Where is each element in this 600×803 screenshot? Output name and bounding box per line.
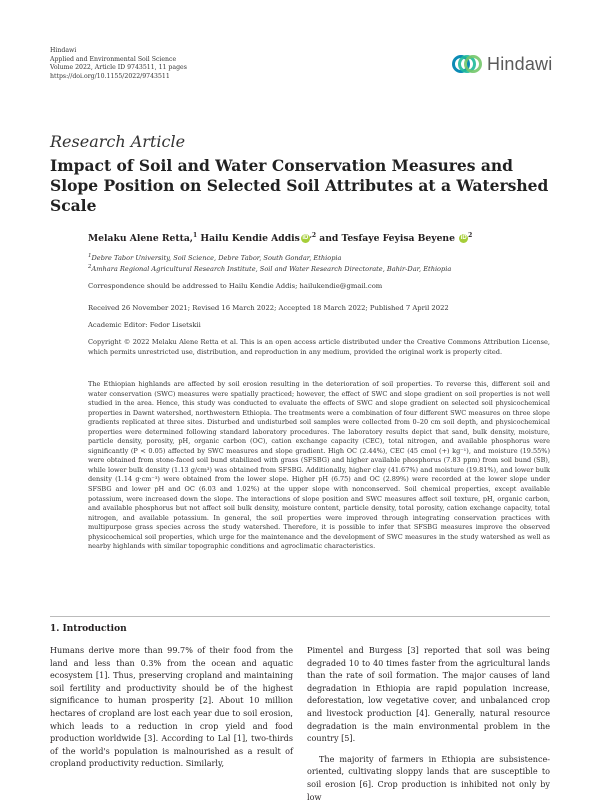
intro-paragraph-2: Pimentel and Burgess [3] reported that soil was being degraded 10 to 40 times faster from the agricultural lands than the rate of soil formation. The major causes of land degradation in Ethiopia are rapid population increase, deforestation, low vegetative cover, and unbalanced crop and livestock production [4]. Generally, natural resource degradation is the main environmental problem in the country [5].	[307, 645, 550, 744]
doi-link[interactable]: https://doi.org/10.1155/2022/9743511	[50, 72, 170, 80]
volume-info: Volume 2022, Article ID 9743511, 11 pages	[50, 64, 187, 71]
journal-info	[50, 47, 187, 81]
author-3-name: and Tesfaye Feyisa Beyene	[319, 233, 455, 245]
author-3-sup: 2	[468, 232, 473, 239]
intro-paragraph-3: The majority of farmers in Ethiopia are subsistence-oriented, cultivating sloppy lands that are susceptible to soil erosion [6]. Crop production is inhibited not only by low	[307, 753, 550, 802]
correspondence: Correspondence should be addressed to Hailu Kendie Addis; hailukendie@gmail.com	[88, 282, 383, 290]
intro-paragraph-1: Humans derive more than 99.7% of their food from the land and less than 0.3% from the ocean and aquatic ecosystem [1]. Thus, preserving cropland and maintaining soil fertility and productivity should be of the highest significance to human prosperity [2]. About 10 million hectares of cropland are lost each year due to soil erosion, which leads to a reduction in crop yield and food production worldwide [3]. According to Lal [1], two-thirds of the world's population is malnourished as a result of cropland productivity reduction. Similarly,	[50, 645, 293, 769]
academic-editor: Academic Editor: Fedor Lisetskii	[88, 321, 201, 329]
article-type: Research Article	[50, 132, 186, 151]
copyright-notice: Copyright © 2022 Melaku Alene Retta et al. This is an open access article distributed under the Creative Commons Attribution License, which permits unrestricted use, distribution, and reproduction in any medium, provided the original work is properly cited.	[88, 338, 550, 356]
author-2-name: Hailu Kendie Addis	[200, 233, 300, 245]
body-column-right	[307, 644, 550, 803]
orcid-icon[interactable]: iD	[460, 235, 467, 242]
orcid-icon[interactable]: iD	[302, 235, 309, 242]
logo-wordmark: Hindawi	[487, 53, 553, 74]
affiliation-2: $^2$Amhara Regional Agricultural Research Institute, Soil and Water Research Directorate, Bahir-Dar, Ethiopia	[88, 264, 452, 274]
author-2-sup: ,2	[309, 232, 317, 239]
section-heading: 1. Introduction	[50, 624, 127, 634]
author-1-name: Melaku Alene Retta,	[88, 233, 194, 245]
article-title: Impact of Soil and Water Conservation Measures and Slope Position on Selected Soil Attributes at a Watershed Scale	[50, 156, 549, 215]
author-list	[88, 232, 472, 244]
publication-dates: Received 26 November 2021; Revised 16 March 2022; Accepted 18 March 2022; Published 7 April 2022	[88, 304, 449, 312]
abstract: The Ethiopian highlands are affected by soil erosion resulting in the deterioration of soil properties. To reverse this, different soil and water conservation (SWC) measures were spatially practiced; however, the effect of SWC and slope gradient on soil properties is not well studied in the area. Hence, this study was conducted to evaluate the effects of SWC and slope gradient on selected soil physicochemical properties in Dawnt watershed, northwestern Ethiopia. The treatments were a combination of four different SWC measures on three slope gradients replicated at three sites. Disturbed and undisturbed soil samples were collected from 0–20 cm soil depth, and physicochemical properties were determined following standard laboratory procedures. The laboratory results depict that sand, bulk density, moisture, particle density, porosity, pH, organic carbon (OC), cation exchange capacity (CEC), total nitrogen, and available phosphorus were significantly (P < 0.05) affected by SWC measures and slope gradient. High OC (2.44%), CEC (45 cmol (+) kg⁻¹), and moisture (19.55%) were obtained from stone-faced soil bund stabilized with grass (SFSBG) and higher available phosphorus (7.83 ppm) from soil bund (SB), while lower bulk density (1.13 g/cm³) was obtained from SFSBG. Additionally, higher clay (41.67%) and moisture (19.81%), and lower bulk density (1.14 g·cm⁻³) were obtained from the lower slope. Higher pH (6.75) and OC (2.89%) were recorded at the lower slope under SFSBG and lower pH and OC (6.03 and 1.02%) at the upper slope with nonconserved. Soil chemical properties, except available potassium, were increased down the slope. The interactions of slope position and SWC measures affect soil texture, pH, organic carbon, and available phosphorus but not affect soil bulk density, moisture content, particle density, total porosity, cation exchange capacity, total nitrogen, and available potassium. In general, the soil properties were improved through integrating conservation practices with multipurpose grass species across the study watershed. Therefore, it is possible to infer that SFSBG measures improve the observed physicochemical soil properties, which urge for the maintenance and the development of SWC measures in the study watershed as well as nearby highlands with similar topographic conditions and agroclimatic characteristics.	[88, 380, 550, 551]
body-column-left	[50, 644, 293, 770]
section-divider	[50, 616, 550, 617]
author-1-sup: 1	[193, 232, 198, 239]
affiliation-1: $^1$Debre Tabor University, Soil Science, Debre Tabor, South Gondar, Ethiopia	[88, 253, 342, 263]
hindawi-logo[interactable]	[452, 52, 552, 76]
publisher-name: Hindawi	[50, 47, 77, 54]
hindawi-logo-icon	[452, 52, 482, 76]
journal-name: Applied and Environmental Soil Science	[50, 55, 177, 63]
